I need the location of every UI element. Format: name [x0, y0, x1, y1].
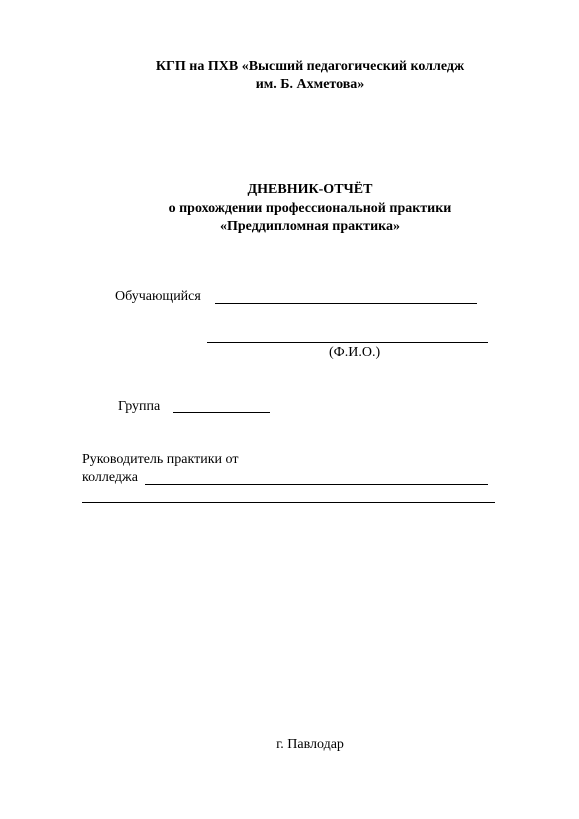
student-label: Обучающийся: [115, 289, 201, 304]
institution-name-line2: им. Б. Ахметова»: [255, 77, 365, 92]
student-name-blank: [215, 303, 477, 304]
group-label: Группа: [118, 399, 161, 414]
supervisor-name-blank: [145, 484, 488, 485]
document-subtitle-line2: «Преддипломная практика»: [220, 219, 400, 234]
supervisor-label-line2: колледжа: [82, 470, 138, 485]
supervisor-label-line1: Руководитель практики от: [82, 452, 239, 467]
name-caption: (Ф.И.О.): [329, 345, 381, 360]
document-subtitle-line1: о прохождении профессиональной практики: [168, 201, 452, 216]
document-title: ДНЕВНИК-ОТЧЁТ: [247, 182, 373, 197]
student-name-blank-line2: [207, 342, 488, 343]
supervisor-name-blank-line2: [82, 502, 495, 503]
group-blank: [173, 412, 270, 413]
city: г. Павлодар: [276, 737, 344, 752]
institution-name-line1: КГП на ПХВ «Высший педагогический колледж: [155, 59, 465, 74]
